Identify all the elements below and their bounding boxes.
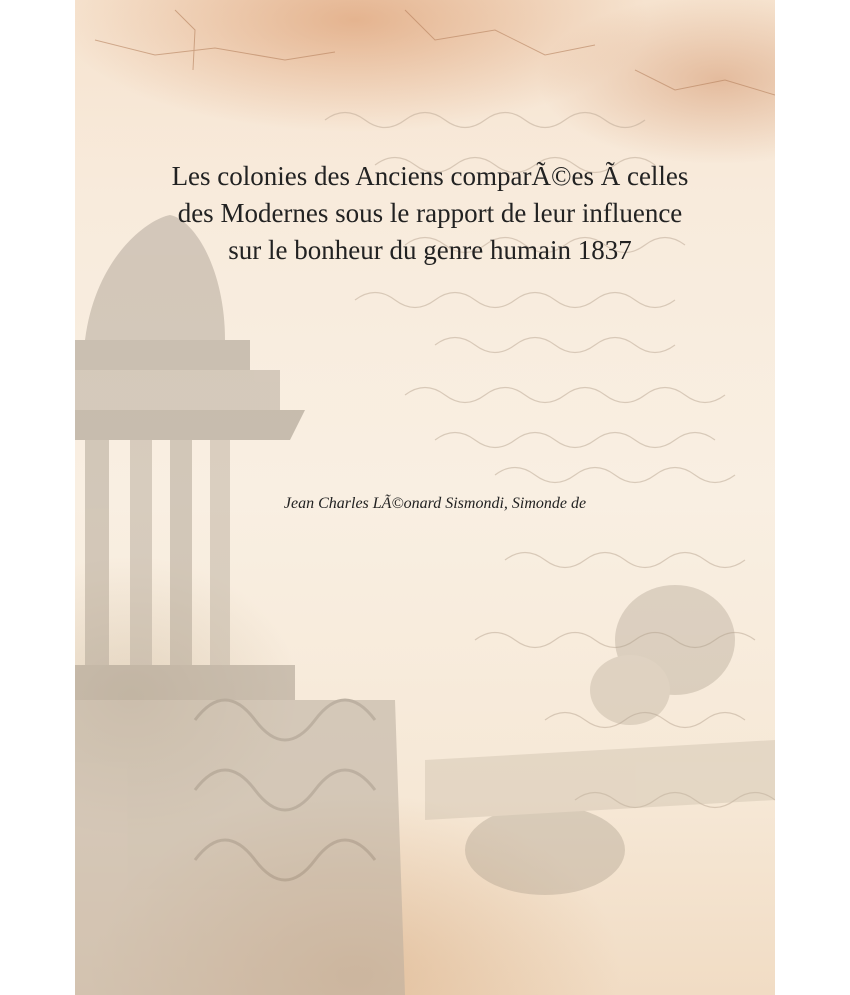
book-title: Les colonies des Anciens comparÃ©es Ã celles des Modernes sous le rapport de leur influence sur le bonheur du genre humain 1837 (171, 161, 689, 265)
book-cover (75, 0, 775, 995)
temple-illustration (75, 215, 405, 995)
crack-lines (95, 10, 775, 95)
landscape-sketch (425, 585, 775, 895)
book-author: Jean Charles LÃ©onard Sismondi, Simonde de (283, 495, 587, 512)
